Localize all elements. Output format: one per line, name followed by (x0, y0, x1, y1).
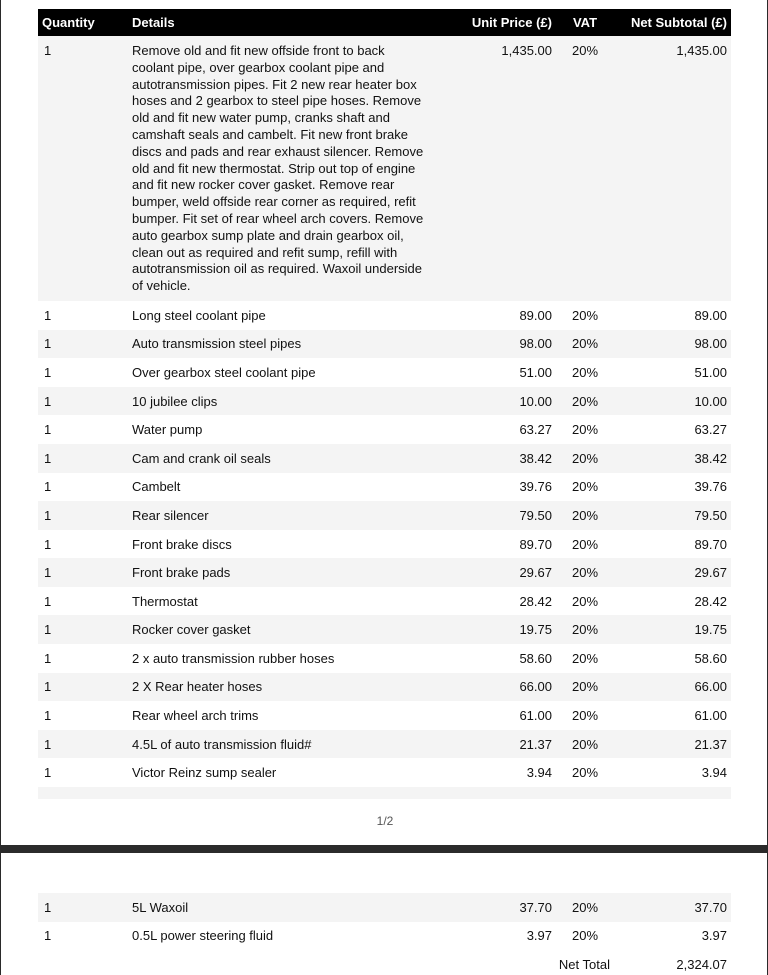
net-subtotal-cell: 3.94 (614, 758, 731, 787)
details-cell: Water pump (128, 415, 434, 444)
net-subtotal-cell: 19.75 (614, 615, 731, 644)
net-subtotal-cell: 51.00 (614, 358, 731, 387)
table-row (38, 358, 731, 387)
vat-cell: 20% (556, 893, 614, 922)
table-row (38, 730, 731, 759)
quantity-cell: 1 (38, 415, 128, 444)
details-cell: Rear silencer (128, 501, 434, 530)
vat-cell: 20% (556, 587, 614, 616)
unit-price-cell: 98.00 (434, 330, 556, 359)
unit-price-cell: 63.27 (434, 415, 556, 444)
unit-price-cell: 51.00 (434, 358, 556, 387)
invoice-page-2 (0, 853, 768, 975)
table-row (38, 530, 731, 559)
net-subtotal-cell: 39.76 (614, 473, 731, 502)
quantity-cell: 1 (38, 701, 128, 730)
details-cell: Auto transmission steel pipes (128, 330, 434, 359)
details-cell: Long steel coolant pipe (128, 301, 434, 330)
quantity-cell: 1 (38, 473, 128, 502)
details-cell: 2 x auto transmission rubber hoses (128, 644, 434, 673)
quantity-cell: 1 (38, 615, 128, 644)
table-row (38, 644, 731, 673)
details-cell: 0.5L power steering fluid (128, 922, 434, 951)
details-cell: 5L Waxoil (128, 893, 434, 922)
quantity-cell: 1 (38, 922, 128, 951)
vat-cell: 20% (556, 558, 614, 587)
net-total-row (38, 950, 731, 975)
net-subtotal-cell: 38.42 (614, 444, 731, 473)
unit-price-cell: 79.50 (434, 501, 556, 530)
quantity-cell: 1 (38, 36, 128, 301)
vat-cell: 20% (556, 473, 614, 502)
quantity-cell: 1 (38, 387, 128, 416)
table-row (38, 473, 731, 502)
line-items-body-continued (38, 893, 731, 950)
vat-cell: 20% (556, 615, 614, 644)
table-row (38, 615, 731, 644)
details-cell: 10 jubilee clips (128, 387, 434, 416)
details-cell: Front brake pads (128, 558, 434, 587)
quantity-header: Quantity (38, 9, 128, 36)
vat-cell: 20% (556, 330, 614, 359)
table-row (38, 301, 731, 330)
details-cell: Rear wheel arch trims (128, 701, 434, 730)
quantity-cell: 1 (38, 330, 128, 359)
quantity-cell: 1 (38, 558, 128, 587)
net-subtotal-cell: 89.70 (614, 530, 731, 559)
net-subtotal-cell: 29.67 (614, 558, 731, 587)
quantity-cell: 1 (38, 758, 128, 787)
table-bottom-spacer (38, 787, 731, 799)
vat-cell: 20% (556, 501, 614, 530)
table-header-row (38, 9, 731, 36)
vat-cell: 20% (556, 301, 614, 330)
quantity-cell: 1 (38, 893, 128, 922)
details-cell: Cam and crank oil seals (128, 444, 434, 473)
table-row (38, 587, 731, 616)
net-subtotal-cell: 98.00 (614, 330, 731, 359)
unit-price-cell: 89.70 (434, 530, 556, 559)
table-row (38, 415, 731, 444)
details-cell: Cambelt (128, 473, 434, 502)
net-subtotal-cell: 61.00 (614, 701, 731, 730)
unit-price-cell: 21.37 (434, 730, 556, 759)
vat-cell: 20% (556, 701, 614, 730)
unit-price-cell: 29.67 (434, 558, 556, 587)
unit-price-cell: 28.42 (434, 587, 556, 616)
table-row (38, 501, 731, 530)
vat-cell: 20% (556, 387, 614, 416)
unit-price-cell: 89.00 (434, 301, 556, 330)
vat-header: VAT (556, 9, 614, 36)
unit-price-cell: 37.70 (434, 893, 556, 922)
net-subtotal-cell: 21.37 (614, 730, 731, 759)
unit-price-cell: 66.00 (434, 673, 556, 702)
quantity-cell: 1 (38, 644, 128, 673)
vat-cell: 20% (556, 922, 614, 951)
quantity-cell: 1 (38, 730, 128, 759)
unit-price-cell: 58.60 (434, 644, 556, 673)
vat-cell: 20% (556, 673, 614, 702)
table-row (38, 444, 731, 473)
unit-price-cell: 1,435.00 (434, 36, 556, 301)
net-total-label: Net Total (434, 950, 614, 975)
unit-price-cell: 19.75 (434, 615, 556, 644)
quantity-cell: 1 (38, 301, 128, 330)
details-cell: Rocker cover gasket (128, 615, 434, 644)
net-subtotal-header: Net Subtotal (£) (614, 9, 731, 36)
quantity-cell: 1 (38, 530, 128, 559)
line-items-table-continued (38, 893, 731, 975)
quantity-cell: 1 (38, 587, 128, 616)
net-subtotal-cell: 37.70 (614, 893, 731, 922)
vat-cell: 20% (556, 36, 614, 301)
unit-price-cell: 61.00 (434, 701, 556, 730)
details-cell: Over gearbox steel coolant pipe (128, 358, 434, 387)
unit-price-cell: 38.42 (434, 444, 556, 473)
net-subtotal-cell: 79.50 (614, 501, 731, 530)
net-subtotal-cell: 28.42 (614, 587, 731, 616)
details-cell: 4.5L of auto transmission fluid# (128, 730, 434, 759)
details-header: Details (128, 9, 434, 36)
details-cell: Remove old and fit new offside front to back coolant pipe, over gearbox coolant pipe and autotransmission pipes. Fit 2 new rear heater box hoses and 2 gearbox to steel pipe hoses. Remove old and fit new water pump, cranks shaft and camshaft seals and cambelt. Fit new front brake discs and pads and rear exhaust silencer. Remove old and fit new thermostat. Strip out top of engine and fit new rocker cover gasket. Remove rear bumper, weld offside rear corner as required, refit bumper. Fit set of rear wheel arch covers. Remove auto gearbox sump plate and drain gearbox oil, clean out as required and refit sump, refill with autotransmission oil as required. Waxoil underside of vehicle. (128, 36, 434, 301)
net-subtotal-cell: 89.00 (614, 301, 731, 330)
unit-price-cell: 39.76 (434, 473, 556, 502)
unit-price-cell: 3.97 (434, 922, 556, 951)
table-row (38, 893, 731, 922)
vat-cell: 20% (556, 415, 614, 444)
table-row (38, 330, 731, 359)
page-separator (0, 845, 768, 853)
table-row (38, 558, 731, 587)
line-items-body (38, 36, 731, 799)
table-row (38, 922, 731, 951)
net-subtotal-cell: 10.00 (614, 387, 731, 416)
page-number: 1/2 (376, 814, 394, 828)
net-subtotal-cell: 63.27 (614, 415, 731, 444)
vat-cell: 20% (556, 444, 614, 473)
net-subtotal-cell: 3.97 (614, 922, 731, 951)
details-cell: 2 X Rear heater hoses (128, 673, 434, 702)
vat-cell: 20% (556, 758, 614, 787)
vat-cell: 20% (556, 358, 614, 387)
table-row (38, 387, 731, 416)
unit-price-cell: 3.94 (434, 758, 556, 787)
quantity-cell: 1 (38, 444, 128, 473)
net-total-value: 2,324.07 (614, 950, 731, 975)
unit-price-cell: 10.00 (434, 387, 556, 416)
net-subtotal-cell: 66.00 (614, 673, 731, 702)
details-cell: Victor Reinz sump sealer (128, 758, 434, 787)
quantity-cell: 1 (38, 673, 128, 702)
table-row (38, 673, 731, 702)
vat-cell: 20% (556, 730, 614, 759)
line-items-table (38, 9, 731, 799)
quantity-cell: 1 (38, 358, 128, 387)
table-row (38, 36, 731, 301)
quantity-cell: 1 (38, 501, 128, 530)
details-cell: Thermostat (128, 587, 434, 616)
table-row (38, 758, 731, 787)
net-subtotal-cell: 58.60 (614, 644, 731, 673)
table-row (38, 701, 731, 730)
vat-cell: 20% (556, 530, 614, 559)
details-cell: Front brake discs (128, 530, 434, 559)
vat-cell: 20% (556, 644, 614, 673)
unit-price-header: Unit Price (£) (434, 9, 556, 36)
net-subtotal-cell: 1,435.00 (614, 36, 731, 301)
